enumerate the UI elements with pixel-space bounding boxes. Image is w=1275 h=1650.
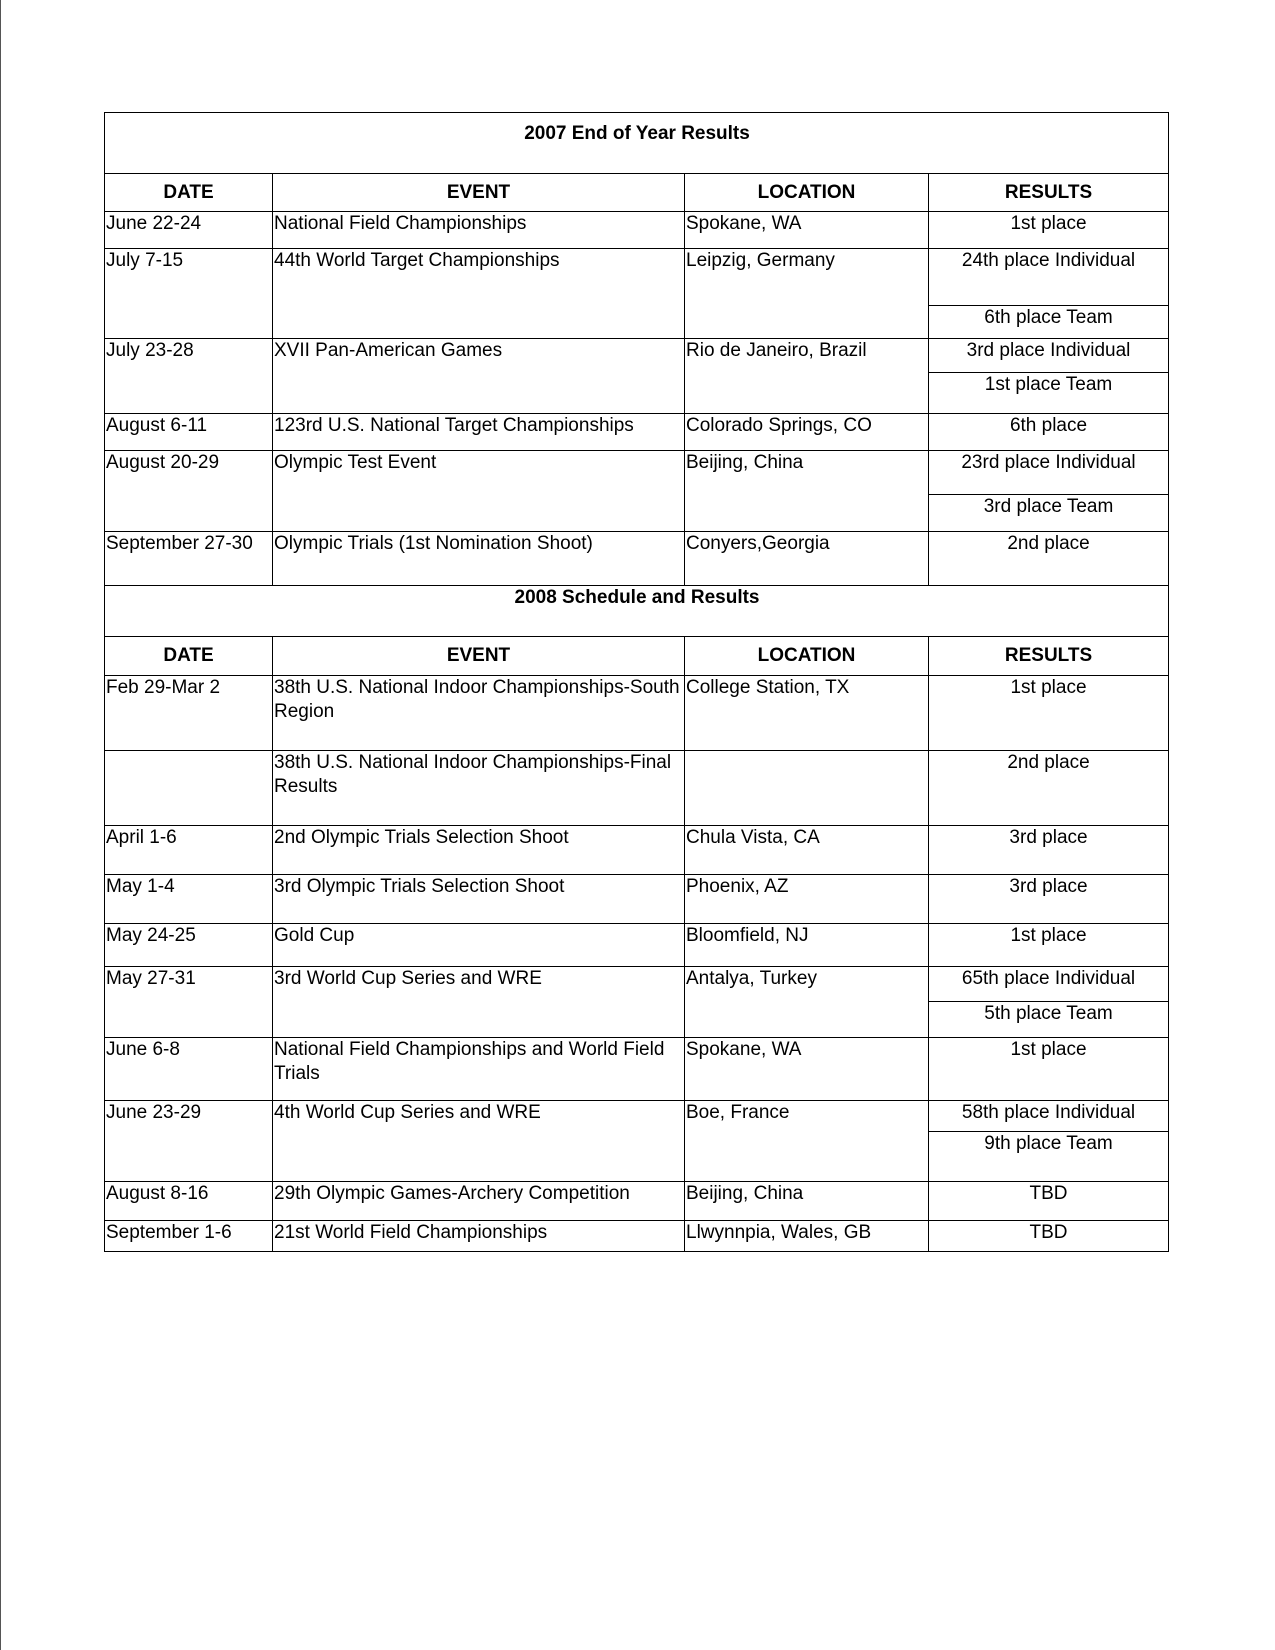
- location-cell: Spokane, WA: [685, 1038, 929, 1101]
- table-row: [105, 1221, 1169, 1252]
- result-entry: 6th place Team: [929, 305, 1168, 338]
- location-header: LOCATION: [685, 174, 929, 212]
- location-cell: Spokane, WA: [685, 212, 929, 249]
- table-row: [105, 212, 1169, 249]
- results-split: [929, 339, 1168, 413]
- date-cell: September 1-6: [105, 1221, 273, 1252]
- section2007-header-row: [105, 174, 1169, 212]
- date-cell: Feb 29-Mar 2: [105, 676, 273, 751]
- section2007-title-row: [105, 113, 1169, 174]
- results-header: RESULTS: [929, 637, 1169, 676]
- results-cell: [929, 339, 1169, 414]
- event-cell: National Field Championships: [273, 212, 685, 249]
- table-row: [105, 1038, 1169, 1101]
- table-row: [105, 451, 1169, 532]
- results-cell: 3rd place: [929, 875, 1169, 924]
- event-cell: 29th Olympic Games-Archery Competition: [273, 1182, 685, 1221]
- event-header: EVENT: [273, 174, 685, 212]
- location-cell: Bloomfield, NJ: [685, 924, 929, 967]
- location-cell: [685, 751, 929, 826]
- result-entry: 24th place Individual: [961, 250, 1136, 271]
- location-cell: Boe, France: [685, 1101, 929, 1182]
- table-row: [105, 414, 1169, 451]
- date-header: DATE: [105, 174, 273, 212]
- date-cell: July 23-28: [105, 339, 273, 414]
- date-header: DATE: [105, 637, 273, 676]
- location-cell: Llwynnpia, Wales, GB: [685, 1221, 929, 1252]
- location-cell: Phoenix, AZ: [685, 875, 929, 924]
- table-row: [105, 1182, 1169, 1221]
- result-entry: 65th place Individual: [961, 968, 1136, 989]
- event-cell: 3rd Olympic Trials Selection Shoot: [273, 875, 685, 924]
- date-cell: May 1-4: [105, 875, 273, 924]
- event-cell: National Field Championships and World Field Trials: [273, 1038, 685, 1101]
- event-cell: Olympic Trials (1st Nomination Shoot): [273, 532, 685, 586]
- result-entry: 9th place Team: [929, 1131, 1168, 1181]
- table-row: [105, 249, 1169, 339]
- results-split: [929, 249, 1168, 338]
- results-split: [929, 967, 1168, 1037]
- section2008-header-row: [105, 637, 1169, 676]
- date-cell: May 27-31: [105, 967, 273, 1038]
- result-entry: 58th place Individual: [961, 1102, 1136, 1123]
- result-entry: 5th place Team: [929, 1001, 1168, 1037]
- results-cell: [929, 1101, 1169, 1182]
- table-row: [105, 875, 1169, 924]
- results-cell: [929, 967, 1169, 1038]
- results-cell: 2nd place: [929, 532, 1169, 586]
- event-cell: Olympic Test Event: [273, 451, 685, 532]
- location-cell: College Station, TX: [685, 676, 929, 751]
- table-row: [105, 924, 1169, 967]
- results-cell: 6th place: [929, 414, 1169, 451]
- results-cell: 3rd place: [929, 826, 1169, 875]
- event-cell: 2nd Olympic Trials Selection Shoot: [273, 826, 685, 875]
- results-cell: 1st place: [929, 1038, 1169, 1101]
- location-cell: Chula Vista, CA: [685, 826, 929, 875]
- results-split: [929, 1101, 1168, 1181]
- table-row: [105, 339, 1169, 414]
- table-row: [105, 1101, 1169, 1182]
- results-cell: 1st place: [929, 212, 1169, 249]
- results-cell: 2nd place: [929, 751, 1169, 826]
- result-entry: 3rd place Team: [929, 494, 1168, 531]
- results-cell: [929, 249, 1169, 339]
- results-split: [929, 451, 1168, 531]
- event-cell: 21st World Field Championships: [273, 1221, 685, 1252]
- table-row: [105, 532, 1169, 586]
- location-cell: Conyers,Georgia: [685, 532, 929, 586]
- table-row: [105, 967, 1169, 1038]
- location-cell: Beijing, China: [685, 451, 929, 532]
- results-cell: [929, 451, 1169, 532]
- result-entry: 1st place Team: [929, 372, 1168, 413]
- event-cell: 4th World Cup Series and WRE: [273, 1101, 685, 1182]
- table-row: [105, 826, 1169, 875]
- event-cell: XVII Pan-American Games: [273, 339, 685, 414]
- date-cell: [105, 751, 273, 826]
- date-cell: June 23-29: [105, 1101, 273, 1182]
- location-cell: Leipzig, Germany: [685, 249, 929, 339]
- location-cell: Rio de Janeiro, Brazil: [685, 339, 929, 414]
- date-cell: June 22-24: [105, 212, 273, 249]
- results-cell: TBD: [929, 1221, 1169, 1252]
- event-cell: 44th World Target Championships: [273, 249, 685, 339]
- table-row: [105, 751, 1169, 826]
- section-title: 2008 Schedule and Results: [105, 586, 1169, 637]
- location-cell: Colorado Springs, CO: [685, 414, 929, 451]
- section-title: 2007 End of Year Results: [105, 113, 1169, 174]
- table-row: [105, 676, 1169, 751]
- page-edge: [0, 0, 1, 1650]
- event-cell: 123rd U.S. National Target Championships: [273, 414, 685, 451]
- results-cell: 1st place: [929, 676, 1169, 751]
- date-cell: July 7-15: [105, 249, 273, 339]
- result-entry: 23rd place Individual: [961, 452, 1136, 473]
- results-cell: TBD: [929, 1182, 1169, 1221]
- results-table: [104, 112, 1169, 1252]
- location-cell: Beijing, China: [685, 1182, 929, 1221]
- result-entry: 3rd place Individual: [966, 340, 1131, 361]
- date-cell: June 6-8: [105, 1038, 273, 1101]
- event-cell: 38th U.S. National Indoor Championships-Final Results: [273, 751, 685, 826]
- event-cell: 3rd World Cup Series and WRE: [273, 967, 685, 1038]
- results-cell: 1st place: [929, 924, 1169, 967]
- location-header: LOCATION: [685, 637, 929, 676]
- date-cell: August 8-16: [105, 1182, 273, 1221]
- date-cell: September 27-30: [105, 532, 273, 586]
- event-cell: Gold Cup: [273, 924, 685, 967]
- location-cell: Antalya, Turkey: [685, 967, 929, 1038]
- date-cell: May 24-25: [105, 924, 273, 967]
- event-header: EVENT: [273, 637, 685, 676]
- section2008-title-row: [105, 586, 1169, 637]
- event-cell: 38th U.S. National Indoor Championships-South Region: [273, 676, 685, 751]
- results-header: RESULTS: [929, 174, 1169, 212]
- date-cell: April 1-6: [105, 826, 273, 875]
- date-cell: August 20-29: [105, 451, 273, 532]
- date-cell: August 6-11: [105, 414, 273, 451]
